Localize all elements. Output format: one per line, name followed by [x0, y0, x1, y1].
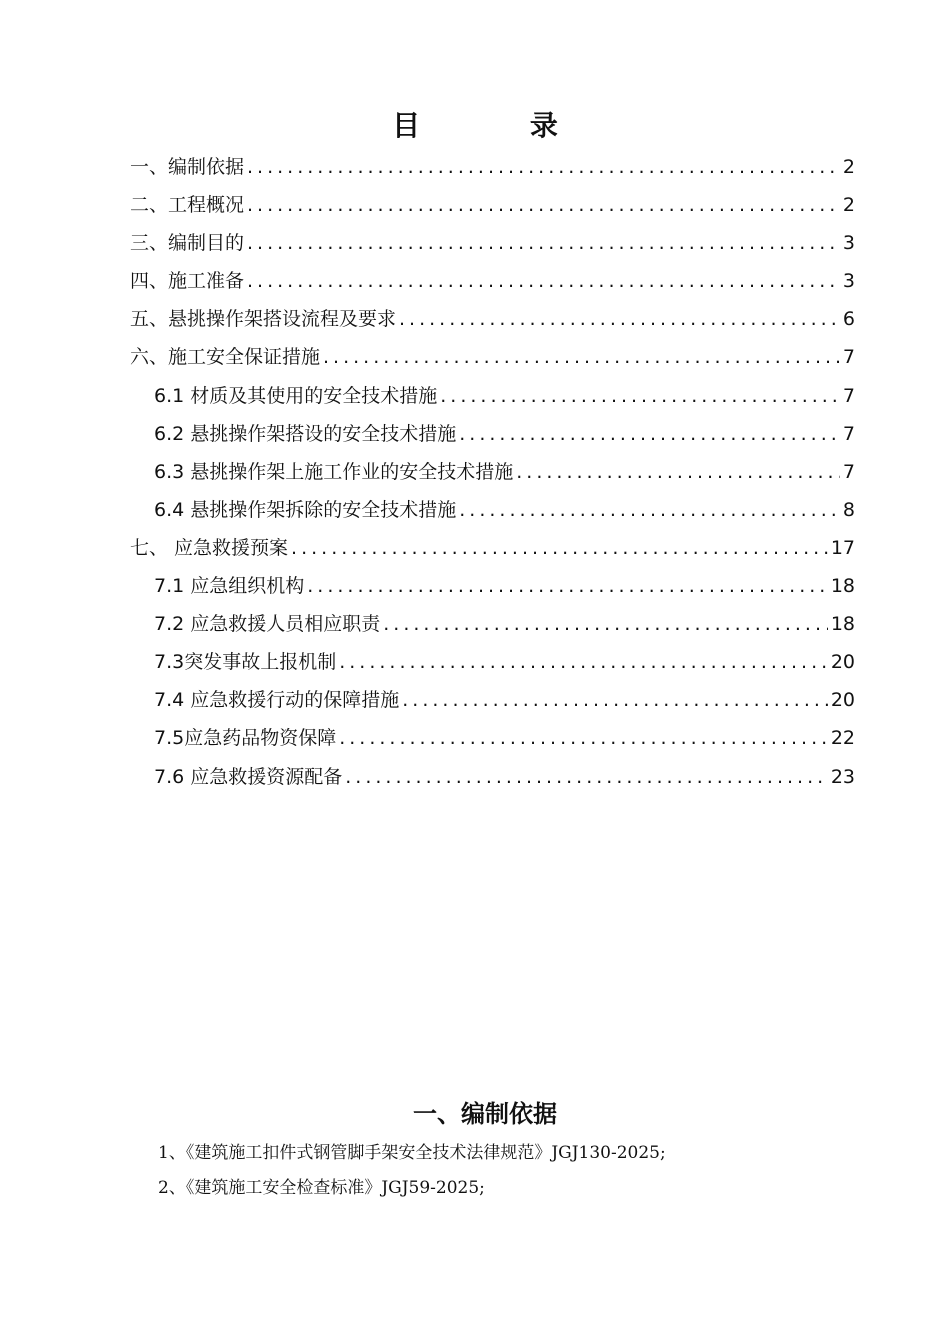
- toc-entry-label: 6.1 材质及其使用的安全技术措施: [154, 384, 438, 407]
- toc-dot-leader: [339, 647, 828, 677]
- toc-entry[interactable]: [130, 190, 855, 228]
- toc-dot-leader: [440, 381, 840, 411]
- toc-entry-page: 2: [842, 156, 855, 178]
- toc-dot-leader: [247, 190, 840, 220]
- section-heading: 一、编制依据: [413, 1100, 557, 1128]
- toc-dot-leader: [307, 571, 828, 601]
- toc-dot-leader: [399, 304, 840, 334]
- toc-entry-label: 七、 应急救援预案: [130, 536, 289, 559]
- toc-entry-page: 22: [830, 727, 855, 750]
- toc-entry[interactable]: [130, 609, 855, 647]
- toc-entry[interactable]: [130, 533, 855, 571]
- toc-entry[interactable]: [130, 647, 855, 685]
- toc-dot-leader: [247, 152, 840, 182]
- toc-entry-page: 20: [830, 689, 855, 712]
- toc-entry-page: 7: [842, 422, 855, 445]
- toc-entry-label: 六、施工安全保证措施: [130, 346, 321, 369]
- toc-entry[interactable]: [130, 381, 855, 419]
- toc-entry-page: 7: [842, 384, 855, 407]
- toc-entry-page: 23: [830, 765, 855, 788]
- toc-entry-page: 3: [842, 232, 855, 255]
- toc-dot-leader: [247, 266, 840, 296]
- basis-list: [158, 1138, 858, 1208]
- toc-entry[interactable]: [130, 457, 855, 495]
- toc-entry-label: 7.4 应急救援行动的保障措施: [154, 689, 400, 712]
- toc-title: 目 录: [392, 109, 608, 142]
- toc-entry-page: 7: [842, 346, 855, 369]
- toc-dot-leader: [383, 609, 828, 639]
- toc-entry-page: 3: [842, 270, 855, 293]
- toc-entry[interactable]: [130, 495, 855, 533]
- toc-entry-label: 五、悬挑操作架搭设流程及要求: [130, 308, 397, 331]
- toc-entry-page: 7: [842, 460, 855, 483]
- toc-dot-leader: [247, 228, 840, 258]
- toc-entry-page: 18: [830, 575, 855, 598]
- toc-entry-page: 18: [830, 613, 855, 636]
- toc-entry[interactable]: [130, 762, 855, 800]
- toc-entry-label: 6.4 悬挑操作架拆除的安全技术措施: [154, 498, 457, 521]
- toc-entry[interactable]: [130, 342, 855, 380]
- basis-item: 1、《建筑施工扣件式钢管脚手架安全技术法律规范》JGJ130-2025;: [158, 1143, 666, 1163]
- toc-entry[interactable]: [130, 685, 855, 723]
- toc-entry-label: 7.3突发事故上报机制: [154, 651, 337, 674]
- toc-entry-page: 6: [842, 308, 855, 331]
- toc-dot-leader: [516, 457, 840, 487]
- toc-entry-label: 7.6 应急救援资源配备: [154, 765, 343, 788]
- toc-entry-label: 7.5应急药品物资保障: [154, 727, 337, 750]
- toc-entry-page: 20: [830, 651, 855, 674]
- toc-dot-leader: [323, 342, 840, 372]
- toc-entry-label: 三、编制目的: [130, 232, 245, 255]
- toc-entry-label: 一、编制依据: [130, 156, 245, 178]
- toc-entry-page: 2: [842, 194, 855, 217]
- toc-entry[interactable]: [130, 419, 855, 457]
- toc-entry-label: 四、施工准备: [130, 270, 245, 293]
- table-of-contents: [130, 152, 855, 800]
- toc-dot-leader: [402, 685, 828, 715]
- toc-dot-leader: [291, 533, 828, 563]
- toc-entry[interactable]: [130, 304, 855, 342]
- toc-entry-label: 二、工程概况: [130, 194, 245, 217]
- toc-entry[interactable]: [130, 571, 855, 609]
- toc-entry-label: 7.1 应急组织机构: [154, 575, 305, 598]
- basis-item: 2、《建筑施工安全检查标准》JGJ59-2025;: [158, 1178, 485, 1198]
- toc-dot-leader: [459, 419, 840, 449]
- toc-entry[interactable]: [130, 152, 855, 190]
- toc-entry-label: 6.2 悬挑操作架搭设的安全技术措施: [154, 422, 457, 445]
- toc-entry-page: 8: [842, 498, 855, 521]
- toc-dot-leader: [339, 723, 828, 753]
- toc-entry-page: 17: [830, 536, 855, 559]
- toc-entry[interactable]: [130, 723, 855, 761]
- toc-entry-label: 7.2 应急救援人员相应职责: [154, 613, 381, 636]
- toc-dot-leader: [459, 495, 840, 525]
- toc-entry-label: 6.3 悬挑操作架上施工作业的安全技术措施: [154, 460, 514, 483]
- toc-entry[interactable]: [130, 228, 855, 266]
- toc-dot-leader: [345, 762, 828, 792]
- toc-entry[interactable]: [130, 266, 855, 304]
